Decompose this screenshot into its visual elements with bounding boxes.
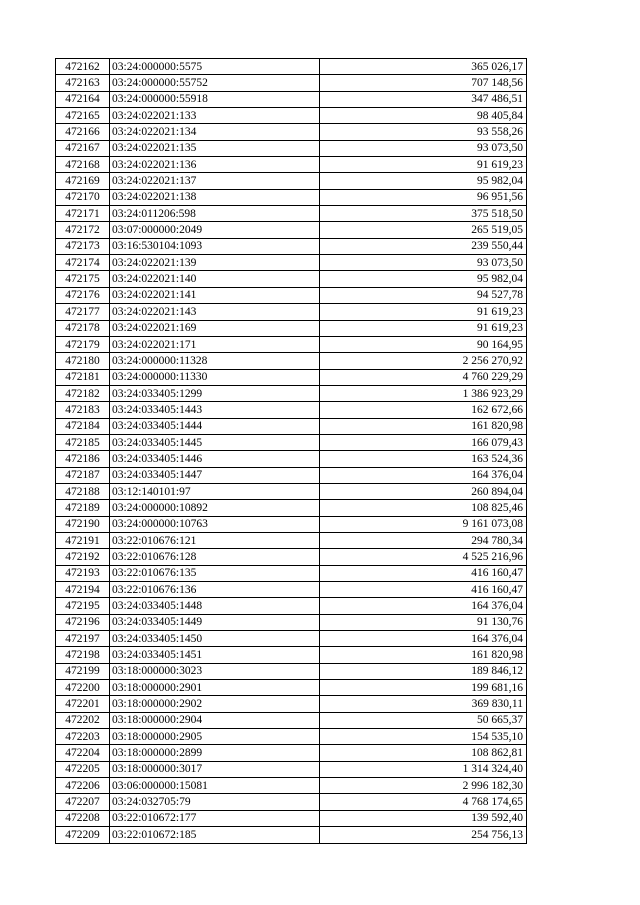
cadastral-number-cell: 03:18:000000:3023 (110, 663, 320, 679)
cadastral-number-cell: 03:24:033405:1446 (110, 451, 320, 467)
table-row (56, 827, 527, 843)
cadastral-value-cell: 265 519,05 (320, 222, 527, 238)
table-row (56, 385, 527, 401)
row-id-cell: 472197 (56, 631, 110, 647)
table-row (56, 189, 527, 205)
table-row (56, 336, 527, 352)
cadastral-number-cell: 03:24:000000:55918 (110, 91, 320, 107)
table-row (56, 434, 527, 450)
table-row (56, 402, 527, 418)
row-id-cell: 472209 (56, 827, 110, 843)
row-id-cell: 472199 (56, 663, 110, 679)
cadastral-value-cell: 707 148,56 (320, 75, 527, 91)
row-id-cell: 472191 (56, 532, 110, 548)
cadastral-number-cell: 03:22:010676:136 (110, 582, 320, 598)
row-id-cell: 472168 (56, 157, 110, 173)
cadastral-number-cell: 03:24:022021:137 (110, 173, 320, 189)
row-id-cell: 472195 (56, 598, 110, 614)
table-row (56, 794, 527, 810)
row-id-cell: 472203 (56, 729, 110, 745)
table-row (56, 516, 527, 532)
cadastral-number-cell: 03:24:022021:133 (110, 108, 320, 124)
row-id-cell: 472204 (56, 745, 110, 761)
row-id-cell: 472167 (56, 140, 110, 156)
cadastral-value-cell: 94 527,78 (320, 287, 527, 303)
row-id-cell: 472177 (56, 304, 110, 320)
cadastral-number-cell: 03:24:032705:79 (110, 794, 320, 810)
row-id-cell: 472175 (56, 271, 110, 287)
table-row (56, 745, 527, 761)
row-id-cell: 472179 (56, 336, 110, 352)
table-row (56, 173, 527, 189)
cadastral-number-cell: 03:18:000000:3017 (110, 761, 320, 777)
row-id-cell: 472184 (56, 418, 110, 434)
cadastral-value-cell: 91 619,23 (320, 304, 527, 320)
cadastral-number-cell: 03:06:000000:15081 (110, 778, 320, 794)
row-id-cell: 472170 (56, 189, 110, 205)
cadastral-value-cell: 2 996 182,30 (320, 778, 527, 794)
cadastral-number-cell: 03:24:022021:140 (110, 271, 320, 287)
cadastral-number-cell: 03:24:033405:1447 (110, 467, 320, 483)
cadastral-value-cell: 93 558,26 (320, 124, 527, 140)
cadastral-number-cell: 03:22:010676:128 (110, 549, 320, 565)
cadastral-value-cell: 369 830,11 (320, 696, 527, 712)
row-id-cell: 472192 (56, 549, 110, 565)
cadastral-number-cell: 03:24:022021:171 (110, 336, 320, 352)
table-row (56, 59, 527, 75)
table-row (56, 598, 527, 614)
row-id-cell: 472163 (56, 75, 110, 91)
cadastral-number-cell: 03:18:000000:2904 (110, 712, 320, 728)
cadastral-value-cell: 164 376,04 (320, 467, 527, 483)
cadastral-value-cell: 166 079,43 (320, 434, 527, 450)
cadastral-number-cell: 03:24:000000:10892 (110, 500, 320, 516)
table-row (56, 582, 527, 598)
cadastral-value-cell: 347 486,51 (320, 91, 527, 107)
cadastral-number-cell: 03:24:033405:1451 (110, 647, 320, 663)
table-row (56, 451, 527, 467)
cadastral-number-cell: 03:18:000000:2902 (110, 696, 320, 712)
cadastral-number-cell: 03:24:022021:139 (110, 255, 320, 271)
table-row (56, 206, 527, 222)
table-row (56, 631, 527, 647)
table-row (56, 663, 527, 679)
cadastral-value-cell: 162 672,66 (320, 402, 527, 418)
cadastral-number-cell: 03:24:000000:55752 (110, 75, 320, 91)
row-id-cell: 472200 (56, 680, 110, 696)
row-id-cell: 472196 (56, 614, 110, 630)
table-row (56, 304, 527, 320)
table-row (56, 532, 527, 548)
cadastral-value-cell: 416 160,47 (320, 565, 527, 581)
cadastral-value-cell: 50 665,37 (320, 712, 527, 728)
table-row (56, 108, 527, 124)
cadastral-number-cell: 03:18:000000:2899 (110, 745, 320, 761)
row-id-cell: 472182 (56, 385, 110, 401)
table-row (56, 75, 527, 91)
table-row (56, 353, 527, 369)
row-id-cell: 472180 (56, 353, 110, 369)
cadastral-value-cell: 239 550,44 (320, 238, 527, 254)
cadastral-value-cell: 1 386 923,29 (320, 385, 527, 401)
cadastral-number-cell: 03:22:010676:121 (110, 532, 320, 548)
row-id-cell: 472194 (56, 582, 110, 598)
cadastral-number-cell: 03:24:000000:5575 (110, 59, 320, 75)
cadastral-value-cell: 365 026,17 (320, 59, 527, 75)
cadastral-number-cell: 03:24:033405:1449 (110, 614, 320, 630)
cadastral-value-cell: 154 535,10 (320, 729, 527, 745)
cadastral-value-cell: 1 314 324,40 (320, 761, 527, 777)
cadastral-value-cell: 4 760 229,29 (320, 369, 527, 385)
table-row (56, 712, 527, 728)
row-id-cell: 472198 (56, 647, 110, 663)
row-id-cell: 472189 (56, 500, 110, 516)
row-id-cell: 472208 (56, 810, 110, 826)
cadastral-number-cell: 03:24:033405:1450 (110, 631, 320, 647)
row-id-cell: 472185 (56, 434, 110, 450)
table-row (56, 271, 527, 287)
cadastral-value-cell: 93 073,50 (320, 140, 527, 156)
cadastral-value-cell: 375 518,50 (320, 206, 527, 222)
cadastral-value-cell: 199 681,16 (320, 680, 527, 696)
table-row (56, 761, 527, 777)
cadastral-number-cell: 03:24:022021:136 (110, 157, 320, 173)
cadastral-number-cell: 03:18:000000:2901 (110, 680, 320, 696)
row-id-cell: 472172 (56, 222, 110, 238)
cadastral-number-cell: 03:24:000000:10763 (110, 516, 320, 532)
table-row (56, 222, 527, 238)
row-id-cell: 472174 (56, 255, 110, 271)
cadastral-value-cell: 90 164,95 (320, 336, 527, 352)
row-id-cell: 472164 (56, 91, 110, 107)
cadastral-number-cell: 03:12:140101:97 (110, 483, 320, 499)
cadastral-value-cell: 4 525 216,96 (320, 549, 527, 565)
table-row (56, 729, 527, 745)
row-id-cell: 472193 (56, 565, 110, 581)
cadastral-value-cell: 9 161 073,08 (320, 516, 527, 532)
cadastral-value-cell: 98 405,84 (320, 108, 527, 124)
cadastral-value-cell: 164 376,04 (320, 598, 527, 614)
cadastral-number-cell: 03:24:022021:138 (110, 189, 320, 205)
table-row (56, 565, 527, 581)
cadastral-value-cell: 254 756,13 (320, 827, 527, 843)
table-row (56, 157, 527, 173)
cadastral-value-cell: 108 825,46 (320, 500, 527, 516)
cadastral-number-cell: 03:24:000000:11328 (110, 353, 320, 369)
cadastral-number-cell: 03:24:033405:1445 (110, 434, 320, 450)
cadastral-number-cell: 03:24:022021:143 (110, 304, 320, 320)
table-body (56, 59, 527, 844)
cadastral-value-cell: 93 073,50 (320, 255, 527, 271)
table-row (56, 614, 527, 630)
table-row (56, 320, 527, 336)
cadastral-number-cell: 03:16:530104:1093 (110, 238, 320, 254)
table-row (56, 483, 527, 499)
cadastral-number-cell: 03:22:010672:177 (110, 810, 320, 826)
row-id-cell: 472181 (56, 369, 110, 385)
table-row (56, 91, 527, 107)
table-row (56, 418, 527, 434)
table-row (56, 255, 527, 271)
row-id-cell: 472205 (56, 761, 110, 777)
cadastral-value-cell: 189 846,12 (320, 663, 527, 679)
cadastral-number-cell: 03:24:033405:1443 (110, 402, 320, 418)
row-id-cell: 472173 (56, 238, 110, 254)
table-row (56, 124, 527, 140)
cadastral-value-cell: 161 820,98 (320, 647, 527, 663)
cadastral-value-cell: 260 894,04 (320, 483, 527, 499)
row-id-cell: 472162 (56, 59, 110, 75)
row-id-cell: 472206 (56, 778, 110, 794)
cadastral-number-cell: 03:24:000000:11330 (110, 369, 320, 385)
cadastral-number-cell: 03:24:022021:135 (110, 140, 320, 156)
cadastral-number-cell: 03:24:022021:134 (110, 124, 320, 140)
cadastral-value-cell: 91 619,23 (320, 157, 527, 173)
cadastral-number-cell: 03:24:022021:169 (110, 320, 320, 336)
row-id-cell: 472188 (56, 483, 110, 499)
cadastral-number-cell: 03:07:000000:2049 (110, 222, 320, 238)
table-row (56, 140, 527, 156)
cadastral-value-cell: 95 982,04 (320, 173, 527, 189)
cadastral-value-cell: 2 256 270,92 (320, 353, 527, 369)
table-row (56, 369, 527, 385)
table-row (56, 238, 527, 254)
row-id-cell: 472187 (56, 467, 110, 483)
row-id-cell: 472166 (56, 124, 110, 140)
table-row (56, 778, 527, 794)
cadastral-number-cell: 03:24:033405:1444 (110, 418, 320, 434)
row-id-cell: 472190 (56, 516, 110, 532)
row-id-cell: 472178 (56, 320, 110, 336)
table-row (56, 810, 527, 826)
cadastral-number-cell: 03:24:033405:1299 (110, 385, 320, 401)
cadastral-value-cell: 139 592,40 (320, 810, 527, 826)
table-row (56, 549, 527, 565)
cadastral-number-cell: 03:24:033405:1448 (110, 598, 320, 614)
cadastral-value-cell: 96 951,56 (320, 189, 527, 205)
cadastral-value-cell: 91 130,76 (320, 614, 527, 630)
table-row (56, 647, 527, 663)
cadastral-value-cell: 161 820,98 (320, 418, 527, 434)
table-row (56, 696, 527, 712)
cadastral-value-cell: 294 780,34 (320, 532, 527, 548)
cadastral-value-cell: 4 768 174,65 (320, 794, 527, 810)
row-id-cell: 472169 (56, 173, 110, 189)
row-id-cell: 472202 (56, 712, 110, 728)
table-row (56, 500, 527, 516)
cadastral-value-cell: 163 524,36 (320, 451, 527, 467)
cadastral-number-cell: 03:22:010672:185 (110, 827, 320, 843)
row-id-cell: 472201 (56, 696, 110, 712)
cadastral-value-cell: 91 619,23 (320, 320, 527, 336)
row-id-cell: 472183 (56, 402, 110, 418)
cadastral-number-cell: 03:24:011206:598 (110, 206, 320, 222)
cadastral-value-cell: 164 376,04 (320, 631, 527, 647)
row-id-cell: 472186 (56, 451, 110, 467)
cadastral-number-cell: 03:24:022021:141 (110, 287, 320, 303)
row-id-cell: 472171 (56, 206, 110, 222)
cadastral-number-cell: 03:18:000000:2905 (110, 729, 320, 745)
table-row (56, 680, 527, 696)
cadastral-value-table (55, 58, 527, 844)
table-row (56, 287, 527, 303)
row-id-cell: 472165 (56, 108, 110, 124)
row-id-cell: 472176 (56, 287, 110, 303)
table-row (56, 467, 527, 483)
cadastral-value-cell: 95 982,04 (320, 271, 527, 287)
cadastral-value-cell: 108 862,81 (320, 745, 527, 761)
row-id-cell: 472207 (56, 794, 110, 810)
cadastral-value-cell: 416 160,47 (320, 582, 527, 598)
cadastral-number-cell: 03:22:010676:135 (110, 565, 320, 581)
